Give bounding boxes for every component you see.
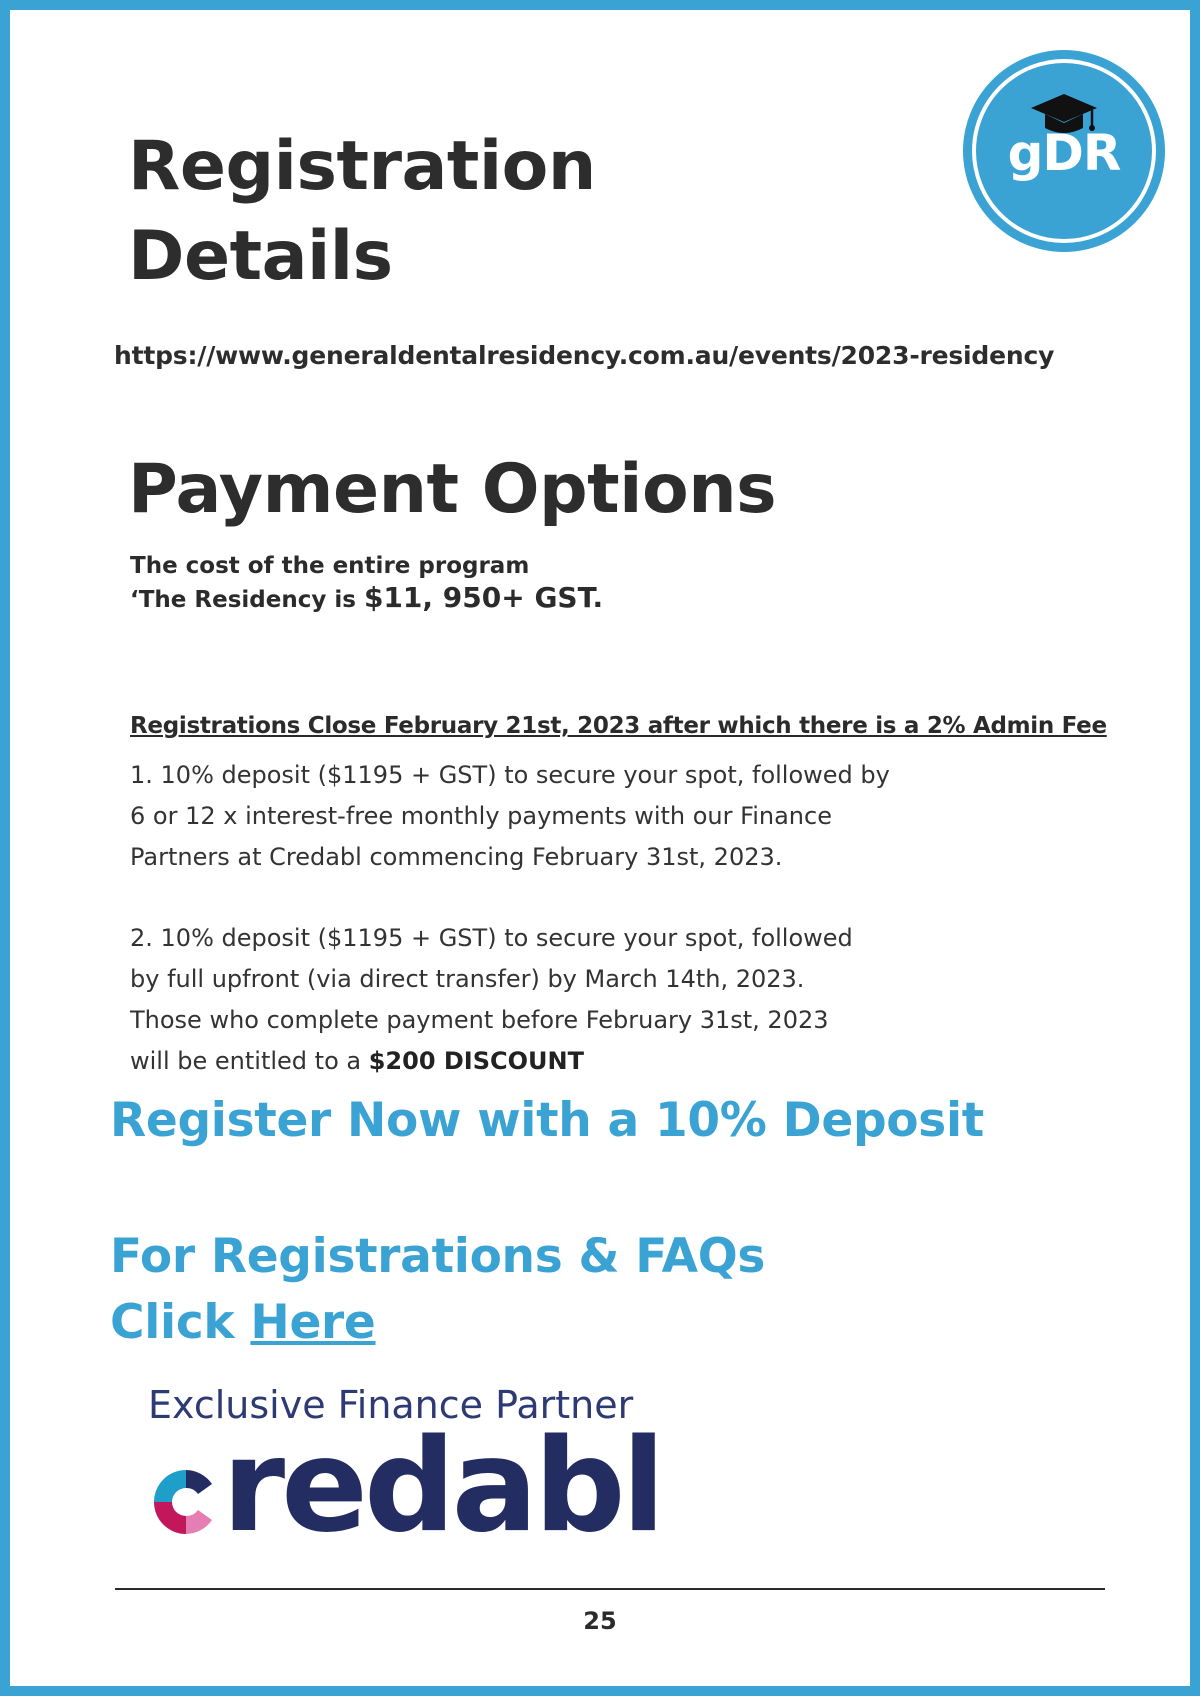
option-2-line-4: [130, 1041, 930, 1082]
title-line-2: Details: [128, 217, 393, 296]
footer-divider: [115, 1588, 1105, 1590]
payment-option-1: [130, 755, 930, 878]
registration-faq-cta: [110, 1224, 765, 1356]
gdr-logo: [963, 50, 1165, 252]
residency-url-link[interactable]: https://www.generaldentalresidency.com.au/events/2023-residency: [114, 341, 1055, 370]
click-text: Click: [110, 1295, 235, 1350]
faq-line-2: [110, 1290, 765, 1356]
page-number: 25: [583, 1607, 617, 1635]
cost-amount: $11, 950+ GST.: [363, 581, 604, 614]
here-link[interactable]: Here: [250, 1295, 376, 1350]
program-cost: [130, 550, 603, 616]
discount-text: $200 DISCOUNT: [368, 1047, 584, 1075]
logo-text: gDR: [1007, 124, 1121, 182]
page-title: [128, 122, 596, 302]
option-2-line-4-prefix: will be entitled to a: [130, 1047, 362, 1075]
option-1-line-1: 1. 10% deposit ($1195 + GST) to secure your spot, followed by: [130, 761, 890, 789]
cost-line-2-prefix: ‘The Residency is: [130, 587, 356, 613]
cost-line-1: The cost of the entire program: [130, 553, 530, 579]
register-now-cta[interactable]: Register Now with a 10% Deposit: [110, 1093, 984, 1148]
payment-option-2: [130, 918, 930, 1082]
finance-partner-label: Exclusive Finance Partner: [148, 1383, 634, 1427]
option-2-line-1: 2. 10% deposit ($1195 + GST) to secure your spot, followed: [130, 924, 853, 952]
credabl-c-logo-icon: [146, 1462, 226, 1542]
option-2-line-3: Those who complete payment before February 31st, 2023: [130, 1006, 829, 1034]
title-line-1: Registration: [128, 127, 596, 206]
payment-options-heading: Payment Options: [128, 450, 777, 529]
cost-line-2: [130, 582, 603, 616]
faq-line-1: For Registrations & FAQs: [110, 1229, 766, 1284]
option-2-line-2: by full upfront (via direct transfer) by March 14th, 2023.: [130, 965, 805, 993]
credabl-wordmark: redabl: [222, 1412, 662, 1561]
registration-close-note: Registrations Close February 21st, 2023 after which there is a 2% Admin Fee: [130, 713, 1107, 739]
option-1-line-2: 6 or 12 x interest-free monthly payments with our Finance: [130, 802, 832, 830]
option-1-line-3: Partners at Credabl commencing February 31st, 2023.: [130, 843, 783, 871]
